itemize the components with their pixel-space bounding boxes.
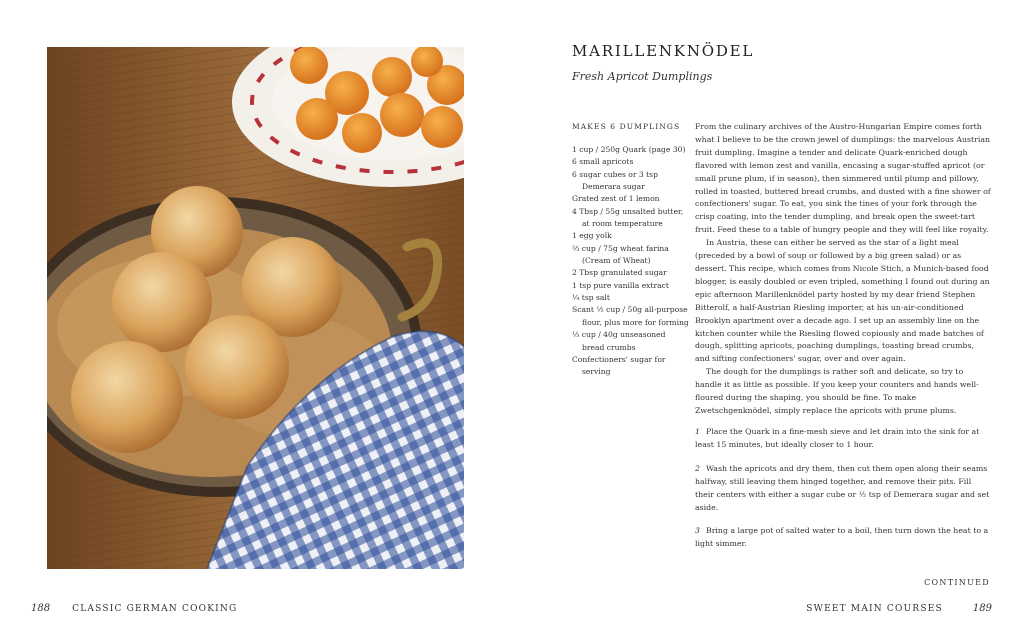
- left-running-head: CLASSIC GERMAN COOKING: [72, 604, 238, 614]
- step-number: 1: [695, 427, 700, 436]
- ingredient-item: 2 Tbsp granulated sugar: [572, 268, 667, 278]
- ingredient-item: 1 egg yolk: [572, 231, 612, 241]
- recipe-yield: MAKES 6 DUMPLINGS: [572, 122, 681, 131]
- right-page-footer: [806, 603, 992, 614]
- ingredient-item: 1 cup / 250g Quark (page 30): [572, 145, 686, 154]
- ingredient-list: [572, 144, 690, 379]
- recipe-subtitle: Fresh Apricot Dumplings: [572, 70, 713, 83]
- food-photo: [47, 47, 464, 569]
- right-running-head: SWEET MAIN COURSES: [806, 604, 943, 614]
- intro-paragraph: In Austria, these can either be served as the star of a light meal (preceded by a bowl of soup or followed by a big green salad) or as dessert. This recipe, which comes from Nicole Stich, a Munich-based food blogger, is easily doubled or even tripled, something I found out during an epic afternoon Marillenknödel party hosted by my dear friend Stephen Bitterolf, a half-Austrian Riesling importer, at his un-air-conditioned Brooklyn apartment over a decade ago. I set up an assembly line on the kitchen counter while the Riesling flowed copiously and made batches of dough, splitting apricots, poaching dumplings, toasting bread crumbs, and sifting confectioners' sugar, over and over again.: [695, 238, 990, 364]
- ingredient-item: ⅔ cup / 75g wheat farina (Cream of Wheat): [572, 243, 669, 266]
- step-text: Bring a large pot of salted water to a boil, then turn down the heat to a light simmer.: [695, 526, 989, 549]
- ingredient-item: 1 tsp pure vanilla extract: [572, 280, 669, 290]
- step-text: Place the Quark in a fine-mesh sieve and let drain into the sink for at least 15 minutes, but ideally closer to 1 hour.: [695, 427, 980, 449]
- method-steps: [695, 426, 991, 562]
- ingredient-item: Confectioners' sugar for serving: [572, 354, 666, 377]
- ingredient-item: 6 sugar cubes or 3 tsp Demerara sugar: [572, 169, 658, 192]
- ingredient-item: ⅓ cup / 40g unseasoned bread crumbs: [572, 330, 666, 352]
- intro-paragraph: From the culinary archives of the Austro-Hungarian Empire comes forth what I believe to be the crown jewel of dumplings: the marvelous Austrian fruit dumpling. Imagine a tender and delicate Quark-enriched dough flavored with lemon zest and vanilla, encasing a sugar-stuffed apricot (or small prune plum, if in season), then simmered until plump and pillowy, rolled in toasted, buttered bread crumbs, and dusted with a fine shower of confectioners' sugar. To eat, you sink the tines of your fork through the crisp coating, into the tender dumpling, and break open the sweet-tart fruit. Feed these to a table of hungry people and they will feel like royalty.: [695, 122, 991, 235]
- ingredient-item: 4 Tbsp / 55g unsalted butter, at room temperature: [572, 206, 684, 229]
- ingredient-item: Scant ½ cup / 50g all-purpose flour, plus more for forming: [572, 305, 689, 327]
- method-step: [695, 463, 991, 515]
- ingredient-item: ¼ tsp salt: [572, 293, 610, 303]
- method-step: [695, 426, 991, 452]
- step-text: Wash the apricots and dry them, then cut them open along their seams halfway, still leaving them hinged together, and remove their pits. Fill their centers with either a sugar cube or ½ tsp of Demerara sugar and set aside.: [695, 463, 990, 512]
- ingredient-item: Grated zest of 1 lemon: [572, 194, 660, 204]
- intro-paragraph: The dough for the dumplings is rather soft and delicate, so try to handle it as little as possible. If you keep your counters and hands well-floured during the shaping, you should be fine. To make Zwetschgenknödel, simply replace the apricots with prune plums.: [695, 367, 979, 415]
- step-number: 3: [695, 526, 700, 536]
- ingredient-item: 6 small apricots: [572, 157, 634, 167]
- left-page-footer: [31, 603, 237, 614]
- food-photo-illustration: [47, 47, 464, 569]
- left-page-number: 188: [31, 603, 51, 614]
- recipe-introduction: [695, 121, 991, 418]
- continued-label: CONTINUED: [924, 578, 990, 587]
- right-page-number: 189: [972, 603, 992, 614]
- step-number: 2: [695, 463, 700, 473]
- recipe-title: MARILLENKNÖDEL: [572, 42, 755, 60]
- method-step: [695, 525, 991, 551]
